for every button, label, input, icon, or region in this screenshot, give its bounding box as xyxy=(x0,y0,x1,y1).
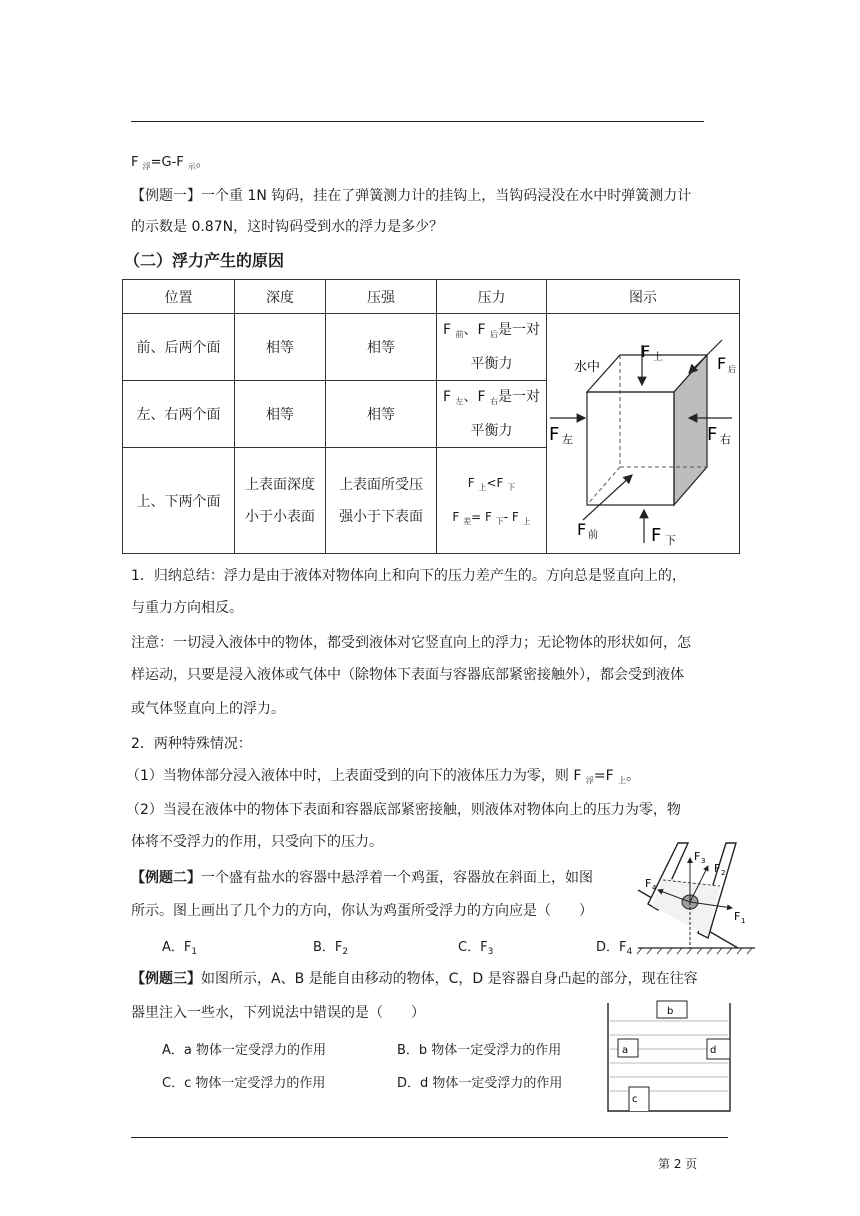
special-cases-title: 2．两种特殊情况： xyxy=(131,736,252,752)
example2-option-d: D．$F_4$ xyxy=(596,940,633,957)
svg-text:4: 4 xyxy=(652,884,657,892)
example2-label: 【例题二】 xyxy=(131,870,201,886)
svg-text:c: c xyxy=(632,1094,638,1105)
svg-text:F: F xyxy=(707,423,718,445)
example1-line1: 【例题一】一个重 1N 钩码，挂在了弹簧测力计的挂钩上，当钩码浸没在水中时弹簧测力计 xyxy=(131,188,692,204)
svg-text:1: 1 xyxy=(741,917,746,925)
svg-text:F: F xyxy=(577,519,587,539)
section2-title: （二）浮力产生的原因 xyxy=(124,251,285,270)
example3-label: 【例题三】 xyxy=(131,971,201,987)
buoyancy-formula: F $_浮$=G-F $_示$。 xyxy=(131,155,209,171)
note-line2: 样运动，只要是浸入液体或气体中（除物体下表面与容器底部紧密接触外），都会受到液体 xyxy=(131,667,684,683)
table-header: 图示 xyxy=(547,280,740,314)
example2-option-c: C．$F_3$ xyxy=(458,940,494,957)
example3-option-c: C．c 物体一定受浮力的作用 xyxy=(162,1076,326,1091)
buoyancy-cause-table xyxy=(122,279,740,554)
svg-text:F: F xyxy=(694,850,701,863)
summary-line2: 与重力方向相反。 xyxy=(131,600,243,616)
summary-line1: 1．归纳总结：浮力是由于液体对物体向上和向下的压力差产生的。方向总是竖直向上的， xyxy=(131,568,686,584)
water-label: 水中 xyxy=(574,359,601,375)
svg-text:F: F xyxy=(549,423,560,445)
svg-text:F: F xyxy=(714,862,721,875)
example3-line1: 【例题三】如图所示，A、B 是能自由移动的物体，C，D 是容器自身凸起的部分，现在往容 xyxy=(131,971,698,987)
example3-option-b: B．b 物体一定受浮力的作用 xyxy=(397,1043,562,1058)
example3-line2: 器里注入一些水，下列说法中错误的是（ ） xyxy=(131,1005,425,1021)
special-case-2-line2: 体将不受浮力的作用，只受向下的压力。 xyxy=(131,834,383,850)
svg-text:上: 上 xyxy=(653,351,663,363)
example1-label: 【例题一】 xyxy=(131,188,201,204)
svg-text:前: 前 xyxy=(588,529,598,541)
incline-egg-figure xyxy=(628,838,758,958)
example1-line2: 的示数是 0.87N，这时钩码受到水的浮力是多少？ xyxy=(131,219,444,235)
header-rule xyxy=(131,121,704,122)
svg-text:3: 3 xyxy=(701,857,706,865)
page-number: 第 2 页 xyxy=(658,1157,698,1171)
svg-text:d: d xyxy=(710,1045,717,1056)
svg-text:F: F xyxy=(645,877,652,890)
table-row: 上、下两个面 上表面深度 小于小表面 上表面所受压 强小于下表面 F $_上$<F $_下$ F $_差$= F $_下$- F $_上$ xyxy=(123,448,740,554)
example2-line2: 所示。图上画出了几个力的方向，你认为鸡蛋所受浮力的方向应是（ ） xyxy=(131,903,593,919)
svg-text:F: F xyxy=(734,910,741,923)
example3-option-a: A．a 物体一定受浮力的作用 xyxy=(162,1043,326,1058)
container-blocks-figure xyxy=(604,995,734,1115)
svg-text:左: 左 xyxy=(562,432,573,446)
svg-text:后: 后 xyxy=(728,364,736,374)
footer-rule xyxy=(131,1137,728,1138)
table-header: 位置 xyxy=(123,280,235,314)
svg-text:b: b xyxy=(667,1006,674,1017)
special-case-1: （1）当物体部分浸入液体中时，上表面受到的向下的液体压力为零，则 F $_浮$=F $_上$。 xyxy=(126,768,641,785)
cube-figure-cell xyxy=(547,314,740,554)
note-line1: 注意：一切浸入液体中的物体，都受到液体对它竖直向上的浮力；无论物体的形状如何，怎 xyxy=(131,635,691,651)
example3-option-d: D．d 物体一定受浮力的作用 xyxy=(397,1076,563,1091)
example2-option-b: B．$F_2$ xyxy=(313,940,349,957)
svg-text:a: a xyxy=(622,1045,629,1056)
table-row: 左、右两个面 相等 相等 F $_左$、F $_右$是一对 平衡力 xyxy=(123,381,740,448)
table-header: 压强 xyxy=(326,280,437,314)
svg-text:F: F xyxy=(717,353,727,373)
svg-text:下: 下 xyxy=(665,533,676,547)
example2-line1: 【例题二】一个盛有盐水的容器中悬浮着一个鸡蛋，容器放在斜面上，如图 xyxy=(131,870,593,886)
special-case-2-line1: （2）当浸在液体中的物体下表面和容器底部紧密接触，则液体对物体向上的压力为零，物 xyxy=(126,802,681,818)
table-header: 压力 xyxy=(437,280,547,314)
force-front-arrow xyxy=(583,475,632,520)
table-row: 前、后两个面 相等 相等 F $_前$、F $_后$是一对 平衡力 水中 F 上 F 后 F 左 F 右 F 前 F 下 xyxy=(123,314,740,381)
example2-option-a: A．$F_1$ xyxy=(162,940,198,957)
svg-text:F: F xyxy=(641,341,651,361)
note-line3: 或气体竖直向上的浮力。 xyxy=(131,701,285,717)
svg-text:F: F xyxy=(651,524,662,546)
cube-pressure-figure xyxy=(547,315,737,553)
table-header: 深度 xyxy=(235,280,326,314)
svg-text:右: 右 xyxy=(720,432,731,446)
svg-text:2: 2 xyxy=(721,869,726,877)
